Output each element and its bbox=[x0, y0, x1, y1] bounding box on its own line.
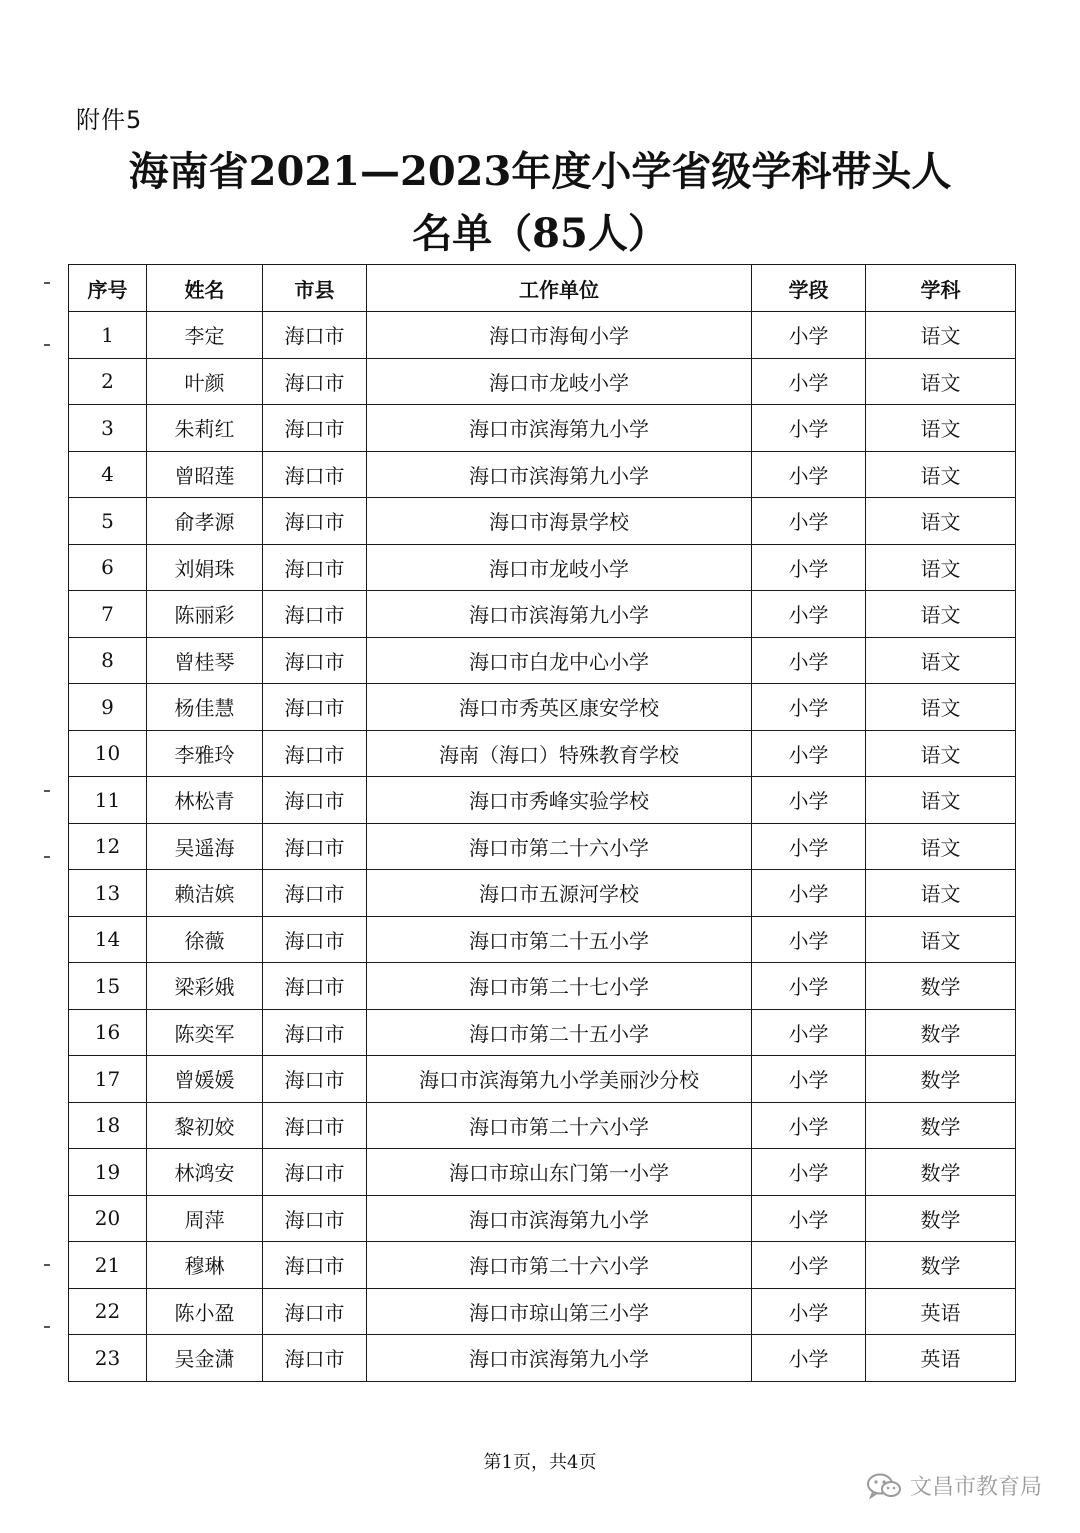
cell-city: 海口市 bbox=[263, 777, 367, 824]
cell-index: 15 bbox=[69, 963, 147, 1010]
cell-workplace: 海口市滨海第九小学 bbox=[367, 1195, 752, 1242]
cell-name: 黎初姣 bbox=[147, 1102, 263, 1149]
cell-city: 海口市 bbox=[263, 1009, 367, 1056]
cell-subject: 数学 bbox=[866, 1009, 1016, 1056]
cell-name: 陈丽彩 bbox=[147, 591, 263, 638]
cell-index: 3 bbox=[69, 405, 147, 452]
cell-stage: 小学 bbox=[752, 684, 866, 731]
cell-workplace: 海口市第二十六小学 bbox=[367, 823, 752, 870]
cell-name: 赖洁嫔 bbox=[147, 870, 263, 917]
cell-workplace: 海口市滨海第九小学 bbox=[367, 591, 752, 638]
col-header-stage: 学段 bbox=[752, 265, 866, 312]
table-row bbox=[69, 684, 1016, 731]
cell-index: 8 bbox=[69, 637, 147, 684]
scan-mark bbox=[44, 1326, 50, 1328]
cell-name: 林鸿安 bbox=[147, 1149, 263, 1196]
cell-index: 14 bbox=[69, 916, 147, 963]
cell-stage: 小学 bbox=[752, 1242, 866, 1289]
cell-workplace: 海口市滨海第九小学 bbox=[367, 1335, 752, 1382]
cell-city: 海口市 bbox=[263, 637, 367, 684]
cell-index: 4 bbox=[69, 451, 147, 498]
cell-name: 吴遥海 bbox=[147, 823, 263, 870]
cell-workplace: 海口市龙岐小学 bbox=[367, 358, 752, 405]
cell-index: 21 bbox=[69, 1242, 147, 1289]
cell-workplace: 海口市五源河学校 bbox=[367, 870, 752, 917]
cell-workplace: 海口市琼山东门第一小学 bbox=[367, 1149, 752, 1196]
cell-name: 李雅玲 bbox=[147, 730, 263, 777]
cell-name: 陈小盈 bbox=[147, 1288, 263, 1335]
table-row bbox=[69, 916, 1016, 963]
watermark bbox=[866, 1470, 1042, 1501]
cell-name: 林松青 bbox=[147, 777, 263, 824]
cell-city: 海口市 bbox=[263, 1335, 367, 1382]
cell-subject: 数学 bbox=[866, 1242, 1016, 1289]
cell-stage: 小学 bbox=[752, 544, 866, 591]
cell-stage: 小学 bbox=[752, 916, 866, 963]
cell-subject: 语文 bbox=[866, 591, 1016, 638]
cell-subject: 数学 bbox=[866, 1102, 1016, 1149]
cell-city: 海口市 bbox=[263, 963, 367, 1010]
cell-index: 20 bbox=[69, 1195, 147, 1242]
cell-workplace: 海口市琼山第三小学 bbox=[367, 1288, 752, 1335]
cell-stage: 小学 bbox=[752, 358, 866, 405]
cell-subject: 语文 bbox=[866, 684, 1016, 731]
cell-workplace: 海口市第二十六小学 bbox=[367, 1102, 752, 1149]
cell-city: 海口市 bbox=[263, 684, 367, 731]
table-row bbox=[69, 591, 1016, 638]
cell-stage: 小学 bbox=[752, 312, 866, 359]
cell-index: 2 bbox=[69, 358, 147, 405]
table-row bbox=[69, 544, 1016, 591]
cell-index: 10 bbox=[69, 730, 147, 777]
cell-subject: 语文 bbox=[866, 544, 1016, 591]
cell-city: 海口市 bbox=[263, 1102, 367, 1149]
cell-stage: 小学 bbox=[752, 777, 866, 824]
cell-city: 海口市 bbox=[263, 916, 367, 963]
col-header-index: 序号 bbox=[69, 265, 147, 312]
cell-workplace: 海南（海口）特殊教育学校 bbox=[367, 730, 752, 777]
cell-stage: 小学 bbox=[752, 591, 866, 638]
table-row bbox=[69, 730, 1016, 777]
cell-index: 12 bbox=[69, 823, 147, 870]
cell-city: 海口市 bbox=[263, 544, 367, 591]
cell-city: 海口市 bbox=[263, 823, 367, 870]
cell-index: 19 bbox=[69, 1149, 147, 1196]
cell-index: 17 bbox=[69, 1056, 147, 1103]
table-row bbox=[69, 1288, 1016, 1335]
cell-name: 周萍 bbox=[147, 1195, 263, 1242]
cell-workplace: 海口市滨海第九小学 bbox=[367, 405, 752, 452]
watermark-text: 文昌市教育局 bbox=[909, 1475, 1042, 1500]
cell-city: 海口市 bbox=[263, 312, 367, 359]
table-row bbox=[69, 498, 1016, 545]
cell-name: 俞孝源 bbox=[147, 498, 263, 545]
cell-city: 海口市 bbox=[263, 498, 367, 545]
scan-mark bbox=[44, 282, 50, 284]
table-row bbox=[69, 451, 1016, 498]
cell-stage: 小学 bbox=[752, 451, 866, 498]
cell-city: 海口市 bbox=[263, 405, 367, 452]
cell-city: 海口市 bbox=[263, 870, 367, 917]
cell-city: 海口市 bbox=[263, 1149, 367, 1196]
cell-index: 6 bbox=[69, 544, 147, 591]
cell-index: 11 bbox=[69, 777, 147, 824]
cell-subject: 数学 bbox=[866, 963, 1016, 1010]
cell-name: 吴金潇 bbox=[147, 1335, 263, 1382]
cell-workplace: 海口市秀英区康安学校 bbox=[367, 684, 752, 731]
table-body bbox=[69, 312, 1016, 1382]
cell-stage: 小学 bbox=[752, 1009, 866, 1056]
cell-workplace: 海口市滨海第九小学美丽沙分校 bbox=[367, 1056, 752, 1103]
cell-name: 朱莉红 bbox=[147, 405, 263, 452]
col-header-name: 姓名 bbox=[147, 265, 263, 312]
cell-city: 海口市 bbox=[263, 358, 367, 405]
cell-city: 海口市 bbox=[263, 1195, 367, 1242]
cell-subject: 数学 bbox=[866, 1056, 1016, 1103]
table-row bbox=[69, 963, 1016, 1010]
scan-mark bbox=[44, 790, 50, 792]
cell-stage: 小学 bbox=[752, 730, 866, 777]
cell-name: 陈奕军 bbox=[147, 1009, 263, 1056]
cell-workplace: 海口市第二十七小学 bbox=[367, 963, 752, 1010]
cell-subject: 语文 bbox=[866, 637, 1016, 684]
page-subtitle: 名单（85人） bbox=[412, 210, 668, 257]
cell-subject: 语文 bbox=[866, 405, 1016, 452]
col-header-workplace: 工作单位 bbox=[367, 265, 752, 312]
cell-city: 海口市 bbox=[263, 1242, 367, 1289]
table-row bbox=[69, 777, 1016, 824]
cell-index: 22 bbox=[69, 1288, 147, 1335]
table-row bbox=[69, 870, 1016, 917]
table-header-row bbox=[69, 265, 1016, 312]
cell-subject: 数学 bbox=[866, 1195, 1016, 1242]
cell-name: 曾媛媛 bbox=[147, 1056, 263, 1103]
table-row bbox=[69, 405, 1016, 452]
cell-name: 梁彩娥 bbox=[147, 963, 263, 1010]
cell-index: 23 bbox=[69, 1335, 147, 1382]
cell-index: 16 bbox=[69, 1009, 147, 1056]
col-header-city: 市县 bbox=[263, 265, 367, 312]
cell-name: 叶颜 bbox=[147, 358, 263, 405]
cell-subject: 语文 bbox=[866, 312, 1016, 359]
table-row bbox=[69, 1009, 1016, 1056]
table-row bbox=[69, 1149, 1016, 1196]
table-row bbox=[69, 823, 1016, 870]
scan-mark bbox=[44, 344, 50, 346]
cell-stage: 小学 bbox=[752, 1056, 866, 1103]
table-row bbox=[69, 1242, 1016, 1289]
cell-workplace: 海口市滨海第九小学 bbox=[367, 451, 752, 498]
table-row bbox=[69, 637, 1016, 684]
cell-index: 1 bbox=[69, 312, 147, 359]
cell-stage: 小学 bbox=[752, 498, 866, 545]
cell-workplace: 海口市第二十六小学 bbox=[367, 1242, 752, 1289]
cell-stage: 小学 bbox=[752, 1102, 866, 1149]
cell-name: 李定 bbox=[147, 312, 263, 359]
cell-index: 7 bbox=[69, 591, 147, 638]
scan-mark bbox=[44, 856, 50, 858]
cell-name: 曾桂琴 bbox=[147, 637, 263, 684]
cell-index: 18 bbox=[69, 1102, 147, 1149]
cell-workplace: 海口市秀峰实验学校 bbox=[367, 777, 752, 824]
cell-city: 海口市 bbox=[263, 1056, 367, 1103]
cell-workplace: 海口市海甸小学 bbox=[367, 312, 752, 359]
cell-subject: 语文 bbox=[866, 916, 1016, 963]
cell-stage: 小学 bbox=[752, 1288, 866, 1335]
cell-stage: 小学 bbox=[752, 1149, 866, 1196]
attachment-label: 附件5 bbox=[76, 106, 143, 134]
cell-stage: 小学 bbox=[752, 637, 866, 684]
cell-city: 海口市 bbox=[263, 1288, 367, 1335]
cell-subject: 语文 bbox=[866, 358, 1016, 405]
cell-stage: 小学 bbox=[752, 870, 866, 917]
cell-subject: 语文 bbox=[866, 451, 1016, 498]
cell-subject: 语文 bbox=[866, 823, 1016, 870]
cell-city: 海口市 bbox=[263, 591, 367, 638]
cell-stage: 小学 bbox=[752, 963, 866, 1010]
cell-name: 曾昭莲 bbox=[147, 451, 263, 498]
cell-subject: 语文 bbox=[866, 498, 1016, 545]
table-row bbox=[69, 312, 1016, 359]
table-row bbox=[69, 1102, 1016, 1149]
page-footer: 第1页，共4页 bbox=[483, 1452, 597, 1473]
cell-workplace: 海口市龙岐小学 bbox=[367, 544, 752, 591]
cell-stage: 小学 bbox=[752, 823, 866, 870]
table-row bbox=[69, 1195, 1016, 1242]
table-row bbox=[69, 358, 1016, 405]
table-row bbox=[69, 1335, 1016, 1382]
cell-subject: 语文 bbox=[866, 730, 1016, 777]
cell-subject: 英语 bbox=[866, 1288, 1016, 1335]
cell-subject: 英语 bbox=[866, 1335, 1016, 1382]
page-title: 海南省2021—2023年度小学省级学科带头人 bbox=[128, 148, 952, 195]
col-header-subject: 学科 bbox=[866, 265, 1016, 312]
cell-workplace: 海口市第二十五小学 bbox=[367, 916, 752, 963]
roster-table bbox=[68, 264, 1016, 1382]
cell-city: 海口市 bbox=[263, 730, 367, 777]
cell-name: 杨佳慧 bbox=[147, 684, 263, 731]
scan-mark bbox=[44, 1264, 50, 1266]
cell-index: 9 bbox=[69, 684, 147, 731]
cell-stage: 小学 bbox=[752, 1335, 866, 1382]
cell-city: 海口市 bbox=[263, 451, 367, 498]
wechat-icon bbox=[866, 1472, 902, 1500]
cell-subject: 语文 bbox=[866, 870, 1016, 917]
cell-subject: 语文 bbox=[866, 777, 1016, 824]
cell-index: 13 bbox=[69, 870, 147, 917]
cell-name: 徐薇 bbox=[147, 916, 263, 963]
cell-subject: 数学 bbox=[866, 1149, 1016, 1196]
cell-name: 穆琳 bbox=[147, 1242, 263, 1289]
cell-stage: 小学 bbox=[752, 1195, 866, 1242]
cell-index: 5 bbox=[69, 498, 147, 545]
cell-name: 刘娟珠 bbox=[147, 544, 263, 591]
table-row bbox=[69, 1056, 1016, 1103]
cell-workplace: 海口市白龙中心小学 bbox=[367, 637, 752, 684]
cell-stage: 小学 bbox=[752, 405, 866, 452]
cell-workplace: 海口市第二十五小学 bbox=[367, 1009, 752, 1056]
cell-workplace: 海口市海景学校 bbox=[367, 498, 752, 545]
